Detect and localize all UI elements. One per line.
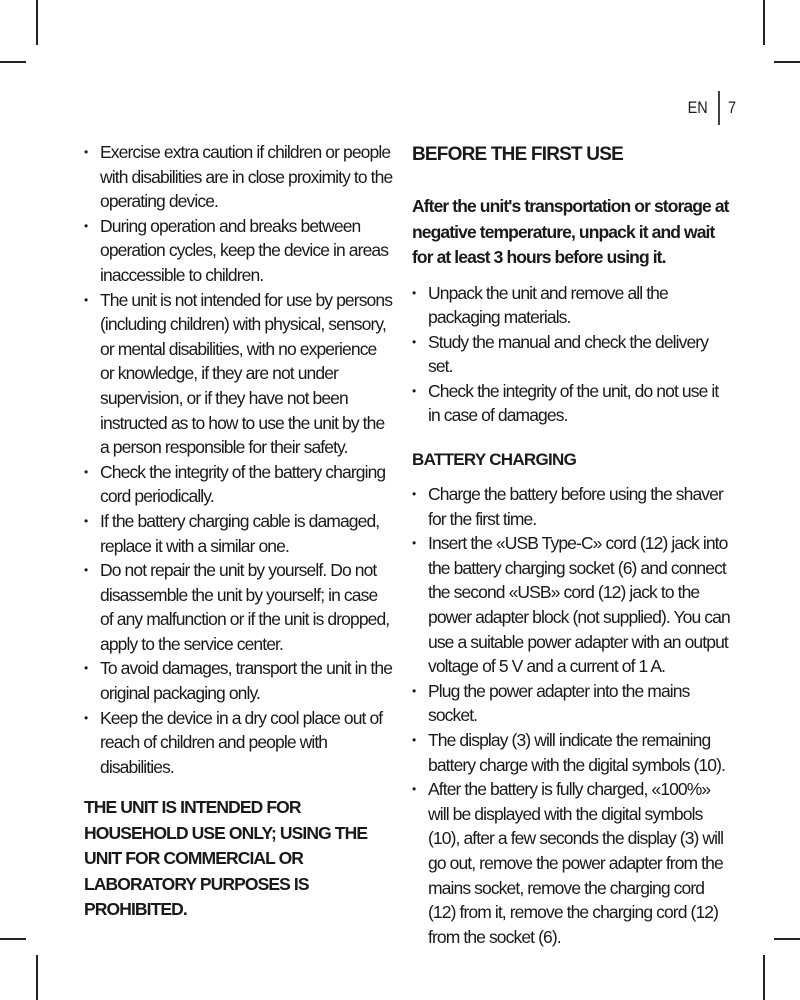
list-item: • Exercise extra caution if children or people with disabilities are in close proximity to the operating device. <box>84 140 394 214</box>
charging-bullet-list <box>412 482 734 949</box>
list-item: • During operation and breaks between operation cycles, keep the device in areas inaccessible to children. <box>84 214 394 288</box>
page-number: 7 <box>727 98 736 117</box>
list-item: • Insert the «USB Type-C» cord (12) jack into the battery charging socket (6) and connect the second «USB» cord (12) jack to the power adapter block (not supplied). You can use a suitable power adapter with an output voltage of 5 V and a current of 1 A. <box>412 531 734 679</box>
safety-bullet-list <box>84 140 394 779</box>
list-item: • Check the integrity of the battery charging cord periodically. <box>84 460 394 509</box>
list-item: • The display (3) will indicate the remaining battery charge with the digital symbols (10). <box>412 728 734 777</box>
crop-mark-bottom-left <box>36 955 38 1000</box>
list-item: • Unpack the unit and remove all the packaging materials. <box>412 281 734 330</box>
crop-mark-bottom-right <box>774 938 800 940</box>
list-item: • Charge the battery before using the shaver for the first time. <box>412 482 734 531</box>
transport-storage-note: After the unit's transportation or storage at negative temperature, unpack it and wait for at least 3 hours before using it. <box>412 196 729 267</box>
list-item: • Check the integrity of the unit, do not use it in case of damages. <box>412 379 734 428</box>
crop-mark-bottom-right <box>763 955 765 1000</box>
crop-mark-top-left <box>0 61 26 63</box>
list-item: • Do not repair the unit by yourself. Do not disassemble the unit by yourself; in case of any malfunction or if the unit is dropped, apply to the service center. <box>84 558 394 656</box>
crop-mark-top-right <box>763 0 765 45</box>
list-item: • If the battery charging cable is damaged, replace it with a similar one. <box>84 509 394 558</box>
first-use-bullet-list <box>412 281 734 429</box>
right-column <box>412 140 734 949</box>
language-code: EN <box>687 98 708 117</box>
section-title-first-use: BEFORE THE FIRST USE <box>412 144 623 165</box>
list-item: • To avoid damages, transport the unit in the original packaging only. <box>84 656 394 705</box>
crop-mark-bottom-left <box>0 938 26 940</box>
crop-mark-top-right <box>774 61 800 63</box>
list-item: • Plug the power adapter into the mains socket. <box>412 679 734 728</box>
list-item: • The unit is not intended for use by persons (including children) with physical, sensory, or mental disabilities, with no experience or knowledge, if they are not under supervision, or if they have not been instructed as to how to use the unit by the a person responsible for their safety. <box>84 288 394 460</box>
list-item: • Keep the device in a dry cool place out of reach of children and people with disabilities. <box>84 706 394 780</box>
list-item: • Study the manual and check the delivery set. <box>412 330 734 379</box>
household-use-warning: THE UNIT IS INTENDED FOR HOUSEHOLD USE ONLY; USING THE UNIT FOR COMMERCIAL OR LABORATORY PURPOSES IS PROHIBITED. <box>84 797 368 920</box>
list-item: • After the battery is fully charged, «100%» will be displayed with the digital symbols (10), after a few seconds the display (3) will go out, remove the power adapter from the mains socket, remove the charging cord (12) from it, remove the charging cord (12) from the socket (6). <box>412 777 734 949</box>
left-column <box>84 140 394 923</box>
page-header <box>687 91 736 125</box>
crop-mark-top-left <box>36 0 38 45</box>
section-title-battery-charging: BATTERY CHARGING <box>412 450 577 470</box>
